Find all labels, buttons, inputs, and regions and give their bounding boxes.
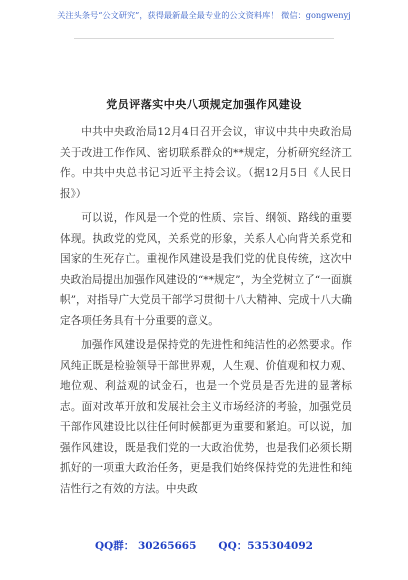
qq-contact-number: QQ：535304092 [218,540,313,552]
document-body [60,122,352,503]
paragraph-1: 中共中央政治局12月4日召开会议，审议中共中央政治局关于改进工作作风、密切联系群众的**规定，分析研究经济工作。中共中央总书记习近平主持会议。（据12月5日《人民日报》） [60,126,352,200]
paragraph-3: 加强作风建设是保持党的先进性和纯洁性的必然要求。作风纯正既是检验领导干部世界观，人生观、价值观和权力观、地位观、利益观的试金石，也是一个党员是否先进的显著标志。面对改革开放和发展社会主义市场经济的考验，加强党员干部作风建设比以往任何时候都更为重要和紧迫。可以说，加强作风建设，既是我们党的一大政治优势，也是我们必须长期抓好的一项重大政治任务，更是我们始终保持党的先进性和纯洁性行之有效的方法。中央政 [60,339,352,495]
promo-banner: 关注头条号“公文研究”，获得最新最全最专业的公文资料库！ 微信：gongwenyj [57,10,351,20]
contact-footer [0,538,408,553]
document-title: 党员评落实中央八项规定加强作风建设 [106,98,302,111]
header-divider [74,38,334,39]
qq-group-number: QQ群： 30265665 [95,540,197,552]
paragraph-2: 可以说，作风是一个党的性质、宗旨、纲领、路线的重要体现。执政党的党风，关系党的形象，关系人心向背关系党和国家的生死存亡。重视作风建设是我们党的优良传统，这次中央政治局提出加强作风建设的“**规定”，为全党树立了“一面旗帜”，对指导广大党员干部学习贯彻十八大精神、完成十八大确定各项任务具有十分重要的意义。 [60,212,352,327]
